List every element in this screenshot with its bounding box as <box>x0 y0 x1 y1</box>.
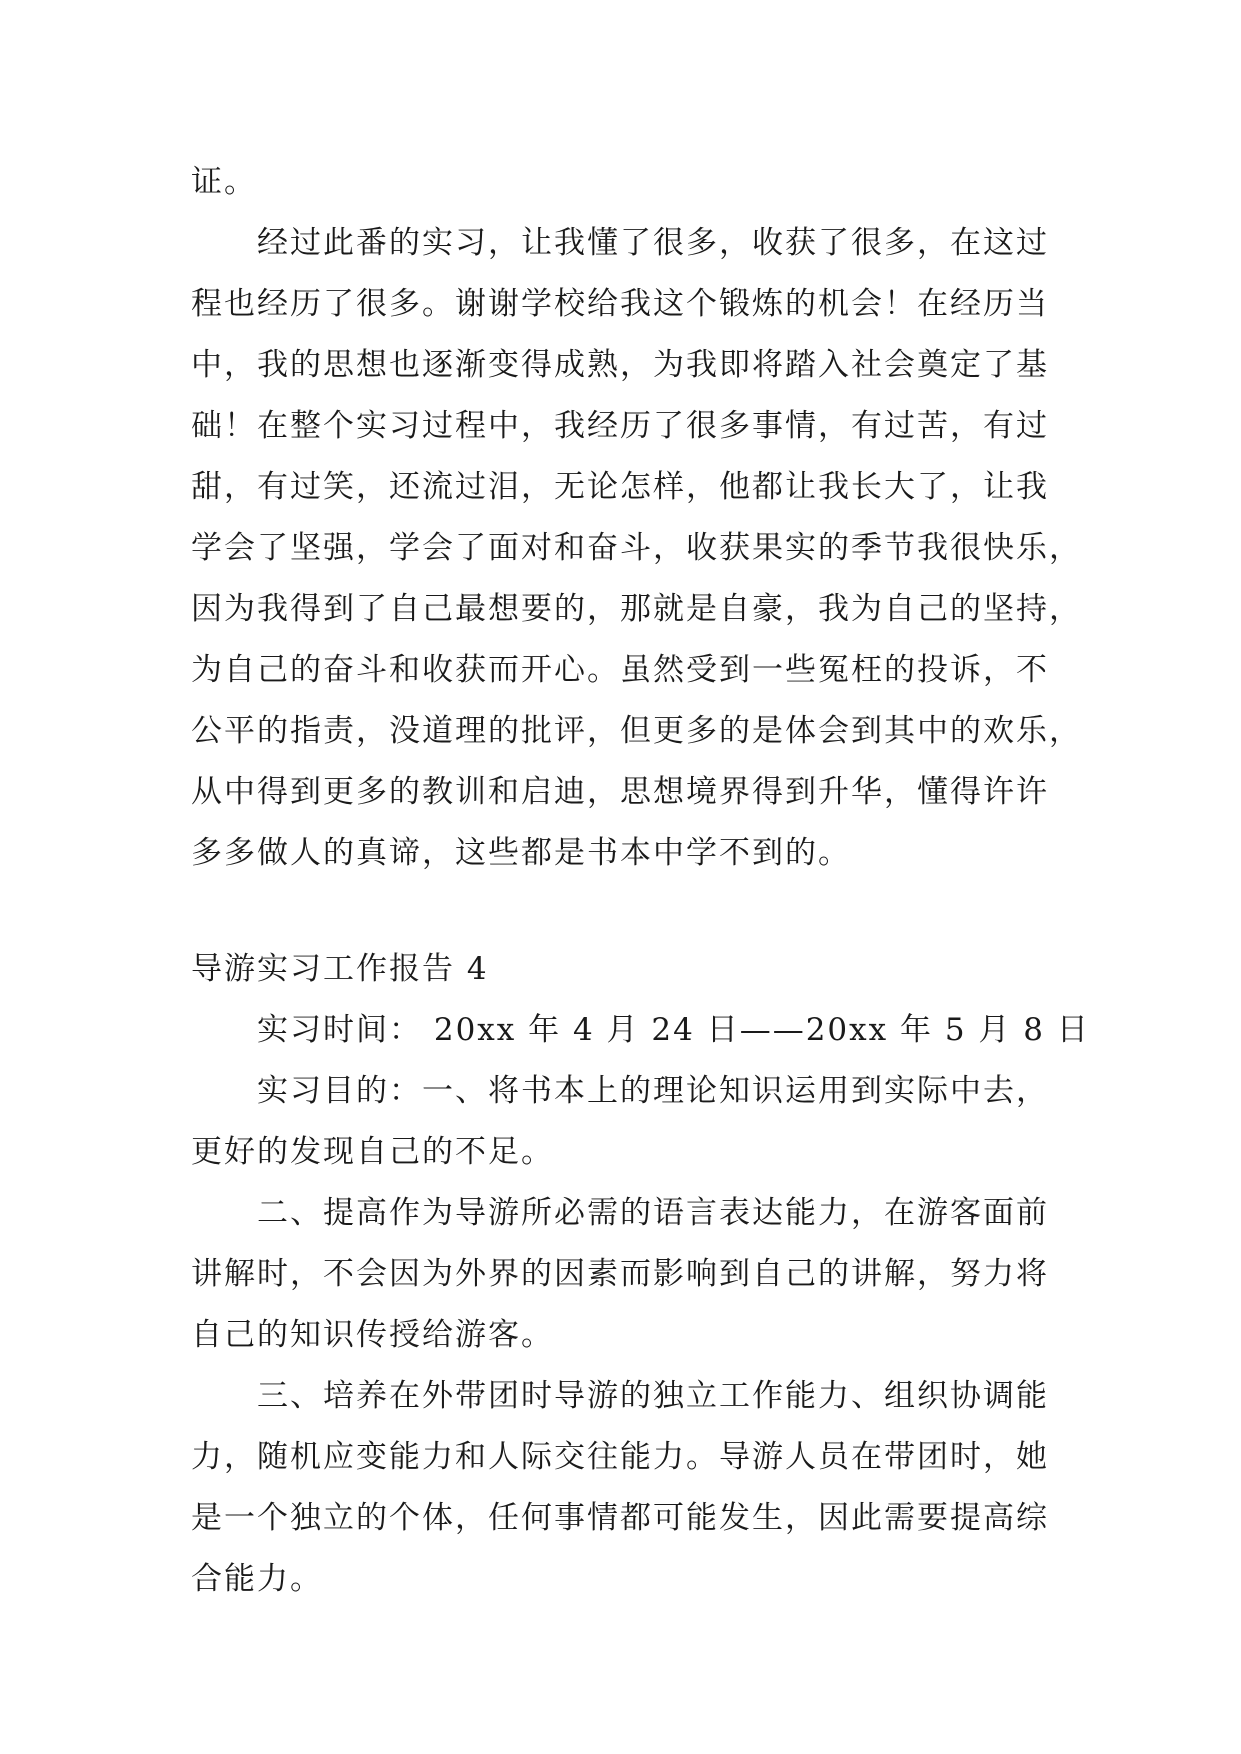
text-line: 讲解时，不会因为外界的因素而影响到自己的讲解，努力将 <box>191 1256 1049 1292</box>
text-line: 证。 <box>191 164 257 200</box>
text-line: 从中得到更多的教训和启迪，思想境界得到升华，懂得许许 <box>191 774 1049 810</box>
document-body <box>191 152 1090 1610</box>
text-line: 程也经历了很多。谢谢学校给我这个锻炼的机会！在经历当 <box>191 286 1049 322</box>
text-line: 三、培养在外带团时导游的独立工作能力、组织协调能 <box>257 1378 1049 1414</box>
text-line: 因为我得到了自己最想要的，那就是自豪，我为自己的坚持， <box>191 591 1082 627</box>
text-line: 础！在整个实习过程中，我经历了很多事情，有过苦，有过 <box>191 408 1049 444</box>
internship-time: 实习时间： 20xx 年 4 月 24 日——20xx 年 5 月 8 日 <box>257 1012 1090 1048</box>
text-line: 学会了坚强，学会了面对和奋斗，收获果实的季节我很快乐， <box>191 530 1082 566</box>
text-line: 更好的发现自己的不足。 <box>191 1134 554 1170</box>
text-line: 自己的知识传授给游客。 <box>191 1317 554 1353</box>
text-line: 甜，有过笑，还流过泪，无论怎样，他都让我长大了，让我 <box>191 469 1049 505</box>
text-line: 实习目的：一、将书本上的理论知识运用到实际中去， <box>257 1073 1049 1109</box>
text-line: 中，我的思想也逐渐变得成熟，为我即将踏入社会奠定了基 <box>191 347 1049 383</box>
section-title: 导游实习工作报告 4 <box>191 951 489 987</box>
text-line: 二、提高作为导游所必需的语言表达能力，在游客面前 <box>257 1195 1049 1231</box>
text-line: 是一个独立的个体，任何事情都可能发生，因此需要提高综 <box>191 1500 1049 1536</box>
text-line: 力，随机应变能力和人际交往能力。导游人员在带团时，她 <box>191 1439 1049 1475</box>
section-spacer <box>191 884 1051 939</box>
text-line: 为自己的奋斗和收获而开心。虽然受到一些冤枉的投诉，不 <box>191 652 1049 688</box>
text-line: 经过此番的实习，让我懂了很多，收获了很多，在这过 <box>257 225 1049 261</box>
text-line: 合能力。 <box>191 1561 323 1597</box>
text-line: 公平的指责，没道理的批评，但更多的是体会到其中的欢乐， <box>191 713 1082 749</box>
text-line: 多多做人的真谛，这些都是书本中学不到的。 <box>191 835 851 871</box>
